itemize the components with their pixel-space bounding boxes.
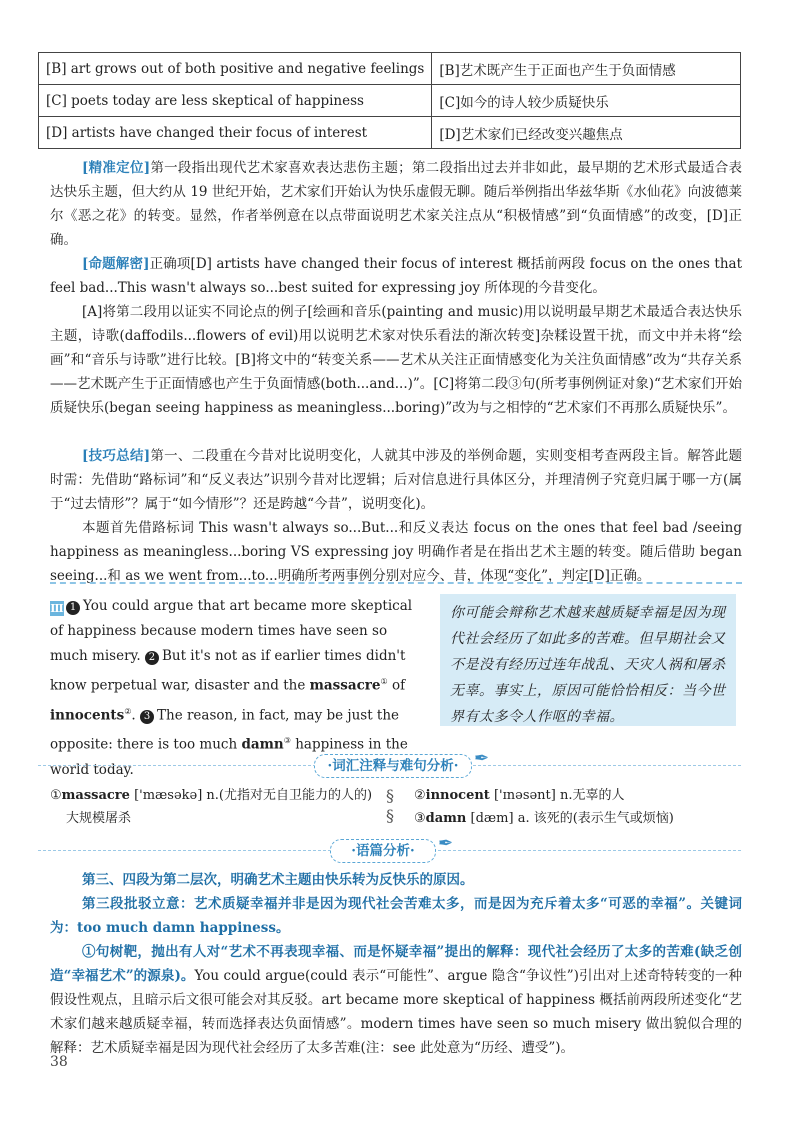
discourse-level: 第三、四段为第二层次，明确艺术主题由快乐转为反快乐的原因。 xyxy=(82,872,474,888)
analysis-question-decode xyxy=(50,252,742,300)
option-row-d xyxy=(39,117,741,149)
vocab-phonetic: ['mæsəkə] xyxy=(134,788,203,803)
discourse-sentence-1-analysis xyxy=(50,940,742,1060)
option-row-c xyxy=(39,85,741,117)
pen-icon: ✒ xyxy=(474,748,490,769)
discourse-section-header: ·语篇分析· xyxy=(330,839,436,863)
analysis-precise-location xyxy=(50,156,742,252)
vocab-number: ③ xyxy=(414,811,426,826)
option-en: [B] art grows out of both positive and negative feelings xyxy=(39,53,432,85)
vocab-entry-massacre xyxy=(50,784,380,830)
sentence-number: 1 xyxy=(66,601,80,615)
page-number: 38 xyxy=(50,1054,68,1070)
section-divider xyxy=(50,582,742,584)
section-tag: [技巧总结] xyxy=(82,448,151,464)
vocab-phonetic: [dæm] xyxy=(470,811,514,826)
vocab-section-header: ·词汇注释与难句分析· xyxy=(314,754,472,778)
option-cn: [D]艺术家们已经改变兴趣焦点 xyxy=(432,117,741,149)
footnote-mark: ① xyxy=(380,677,388,686)
paragraph-text: 正确项[D] artists have changed their focus of interest 概括前两段 focus on the ones that feel bad...This wasn't always so...best suited for expressing joy 所体现的今昔变化。 xyxy=(50,256,742,296)
translation-box: 你可能会辩称艺术越来越质疑幸福是因为现代社会经历了如此多的苦难。但早期社会又不是没有经历过连年战乱、天灾人祸和屠杀无辜。事实上，原因可能恰恰相反：当今世界有太多令人作呕的幸福。 xyxy=(440,594,736,726)
sentence-3: The reason, in fact, may be just the opposite: there is too much xyxy=(50,707,400,753)
vocab-definition: n.(尤指对无自卫能力的人的) xyxy=(206,788,373,803)
vocab-definition-cont: 大规模屠杀 xyxy=(66,811,132,826)
vocab-definition: a. 该死的(表示生气或烦恼) xyxy=(517,811,674,826)
vocab-number: ① xyxy=(50,788,62,803)
sentence-2-end: . xyxy=(131,707,136,723)
sentence-number: 2 xyxy=(145,651,159,665)
vocab-word: massacre xyxy=(309,677,381,694)
option-cn: [C]如今的诗人较少质疑快乐 xyxy=(432,85,741,117)
vocab-headword: damn xyxy=(425,811,467,826)
discourse-highlight: ①句树靶，抛出有人对“艺术不再表现幸福、而是怀疑幸福”提出的解释：现代社会经历了太多的苦难(缺乏创造“幸福艺术”的源泉)。 xyxy=(50,944,742,984)
vocab-headword: innocent xyxy=(425,788,490,803)
vocab-phonetic: ['ɪnəsənt] xyxy=(493,788,556,803)
pen-icon: ✒ xyxy=(438,833,454,854)
vocab-word: innocents xyxy=(50,707,125,723)
analysis-distractors xyxy=(50,300,742,420)
option-cn: [B]艺术既产生于正面也产生于负面情感 xyxy=(432,53,741,85)
vocab-definition: n.无辜的人 xyxy=(560,788,625,803)
discourse-paragraph-3-purpose: 第三段批驳立意：艺术质疑幸福并非是因为现代社会苦难太多，而是因为充斥着太多“可恶的幸福”。关键词为：too much damn happiness。 xyxy=(50,896,742,936)
vocab-number: ② xyxy=(414,788,426,803)
vocab-entry-innocent xyxy=(414,784,744,807)
sentence-number: 3 xyxy=(140,710,154,724)
vocab-headword: massacre xyxy=(61,788,130,803)
spiral-divider: § § xyxy=(386,786,394,825)
analysis-conclusion xyxy=(50,516,742,588)
paragraph-text: 本题首先借路标词 This wasn't always so...But...和反义表达 focus on the ones that feel bad /seeing happiness as meaningless...boring VS expressing joy 明确作者是在指出艺术主题的转变。随后借助 began seeing...和 as we went from...to...明确所考两事例分别对应今、昔，体现“变化”，判定[D]正确。 xyxy=(50,520,742,584)
paragraph-number-badge: Ⅲ xyxy=(50,602,64,615)
option-en: [C] poets today are less skeptical of happiness xyxy=(39,85,432,117)
analysis-skill-summary xyxy=(50,444,742,516)
option-en: [D] artists have changed their focus of interest xyxy=(39,117,432,149)
section-tag: [精准定位] xyxy=(82,160,151,176)
vocab-entry-damn xyxy=(414,807,744,830)
discourse-text: You could argue(could 表示“可能性”、argue 隐含“争议性”)引出对上述奇特转变的一种假设性观点，且暗示后文很可能会对其反驳。art became more skeptical of happiness 概括前两段所述变化“艺术家们越来越质疑幸福，转而选择表达负面情感”。modern times have seen so much misery 做出貌似合理的解释：艺术质疑幸福是因为现代社会经历了太多苦难(注：see 此处意为“历经、遭受”)。 xyxy=(50,968,742,1056)
vocab-word: damn xyxy=(241,736,284,753)
paragraph-text: 第一、二段重在今昔对比说明变化，人就其中涉及的举例命题，实则变相考查两段主旨。解答此题时需：先借助“路标词”和“反义表达”识别今昔对比逻辑；后对信息进行具体区分，并理清例子究竟归属于哪一方(属于“过去情形”？属于“如今情形”？还是跨越“今昔”，说明变化)。 xyxy=(50,448,743,512)
sentence-2-cont: of xyxy=(391,677,406,694)
sentence-1: You could argue that art became more skeptical of happiness because modern times have seen so much misery. xyxy=(50,598,413,664)
paragraph-text: 第一段指出现代艺术家喜欢表达悲伤主题；第二段指出过去并非如此，最早期的艺术形式最适合表达快乐主题，但大约从 19 世纪开始，艺术家们开始认为快乐虚假无聊。随后举例指出华兹华斯《水仙花》向波德莱尔《恶之花》的转变。显然，作者举例意在以点带面说明艺术家关注点从“积极情感”到“负面情感”的改变，[D]正确。 xyxy=(50,160,743,248)
paragraph-text: [A]将第二段用以证实不同论点的例子[绘画和音乐(painting and music)用以说明最早期艺术最适合表达快乐主题，诗歌(daffodils...flowers of evil)用以说明艺术家对快乐看法的渐次转变]杂糅设置干扰，而文中并未将“绘画”和“音乐与诗歌”进行比较。[B]将文中的“转变关系——艺术从关注正面情感变化为关注负面情感”改为“共存关系——艺术既产生于正面情感也产生于负面情感(both...and...)”。[C]将第二段③句(所考事例例证对象)“艺术家们开始质疑快乐(began seeing happiness as meaningless...boring)”改为与之相悖的“艺术家们不再那么质疑快乐”。 xyxy=(50,304,742,416)
options-table xyxy=(38,52,741,149)
section-tag: [命题解密] xyxy=(82,256,150,272)
option-row-b xyxy=(39,53,741,85)
footnote-mark: ② xyxy=(124,706,132,716)
sentence-3-end: happiness in the world today. xyxy=(50,736,408,778)
footnote-mark: ③ xyxy=(283,736,291,745)
sentence-2: But it's not as if earlier times didn't know perpetual war, disaster and the xyxy=(50,648,406,694)
